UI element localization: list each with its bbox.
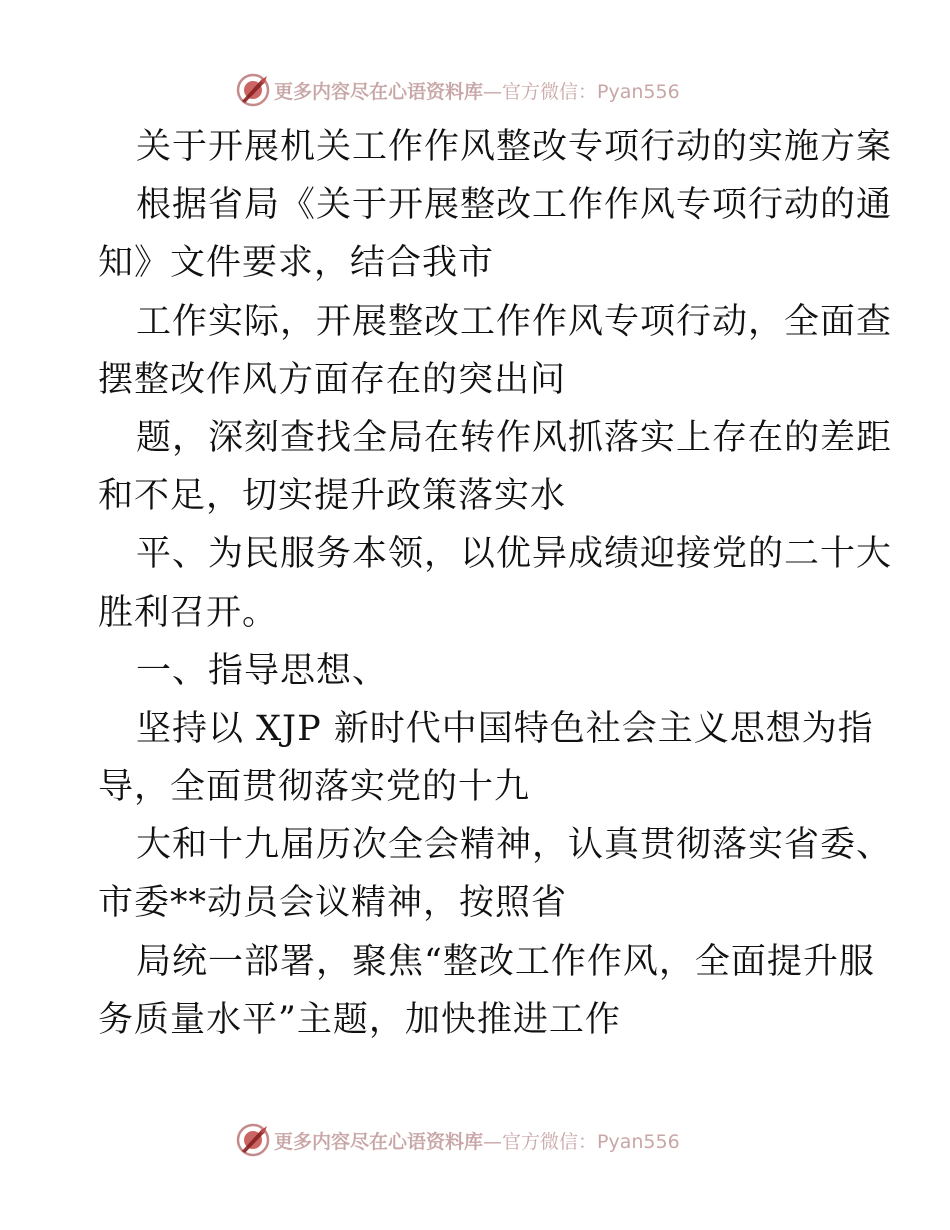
- footer-brand-text: 更多内容尽在心语资料库: [274, 1130, 484, 1153]
- paragraph-line: 市委**动员会议精神，按照省: [98, 883, 568, 924]
- paragraph-line: 胜利召开。: [98, 592, 279, 633]
- footer-watermark: [236, 1120, 680, 1160]
- paragraph-line: 导，全面贯彻落实党的十九: [98, 767, 531, 808]
- quill-logo-icon: [236, 73, 270, 107]
- quill-logo-icon: [236, 1123, 270, 1157]
- paragraph-line: 大和十九届历次全会精神，认真贯彻落实省委、: [136, 825, 893, 866]
- section-heading: 一、指导思想、: [136, 650, 389, 691]
- footer-contact-text: —官方微信：Pyan556: [483, 1130, 680, 1153]
- paragraph-line: 平、为民服务本领，以优异成绩迎接党的二十大: [136, 534, 893, 575]
- paragraph-line: 根据省局《关于开展整改工作作风专项行动的通: [136, 185, 893, 226]
- paragraph-line: 题，深刻查找全局在转作风抓落实上存在的差距: [136, 417, 893, 458]
- header-watermark: [236, 70, 680, 110]
- document-title: 关于开展机关工作作风整改专项行动的实施方案: [136, 127, 893, 167]
- paragraph-line: 知》文件要求，结合我市: [98, 243, 495, 284]
- paragraph-line: 务质量水平”主题，加快推进工作: [98, 999, 621, 1040]
- paragraph-line: 工作实际，开展整改工作作风专项行动，全面查: [136, 301, 893, 342]
- document-body: [98, 118, 893, 1049]
- header-contact-text: —官方微信：Pyan556: [483, 80, 680, 103]
- paragraph-line: 局统一部署，聚焦“整改工作作风，全面提升服: [136, 941, 875, 982]
- paragraph-line: 摆整改作风方面存在的突出问: [98, 359, 567, 400]
- header-brand-text: 更多内容尽在心语资料库: [274, 80, 484, 103]
- paragraph-line: 坚持以 XJP 新时代中国特色社会主义思想为指: [136, 708, 874, 749]
- paragraph-line: 和不足，切实提升政策落实水: [98, 476, 567, 517]
